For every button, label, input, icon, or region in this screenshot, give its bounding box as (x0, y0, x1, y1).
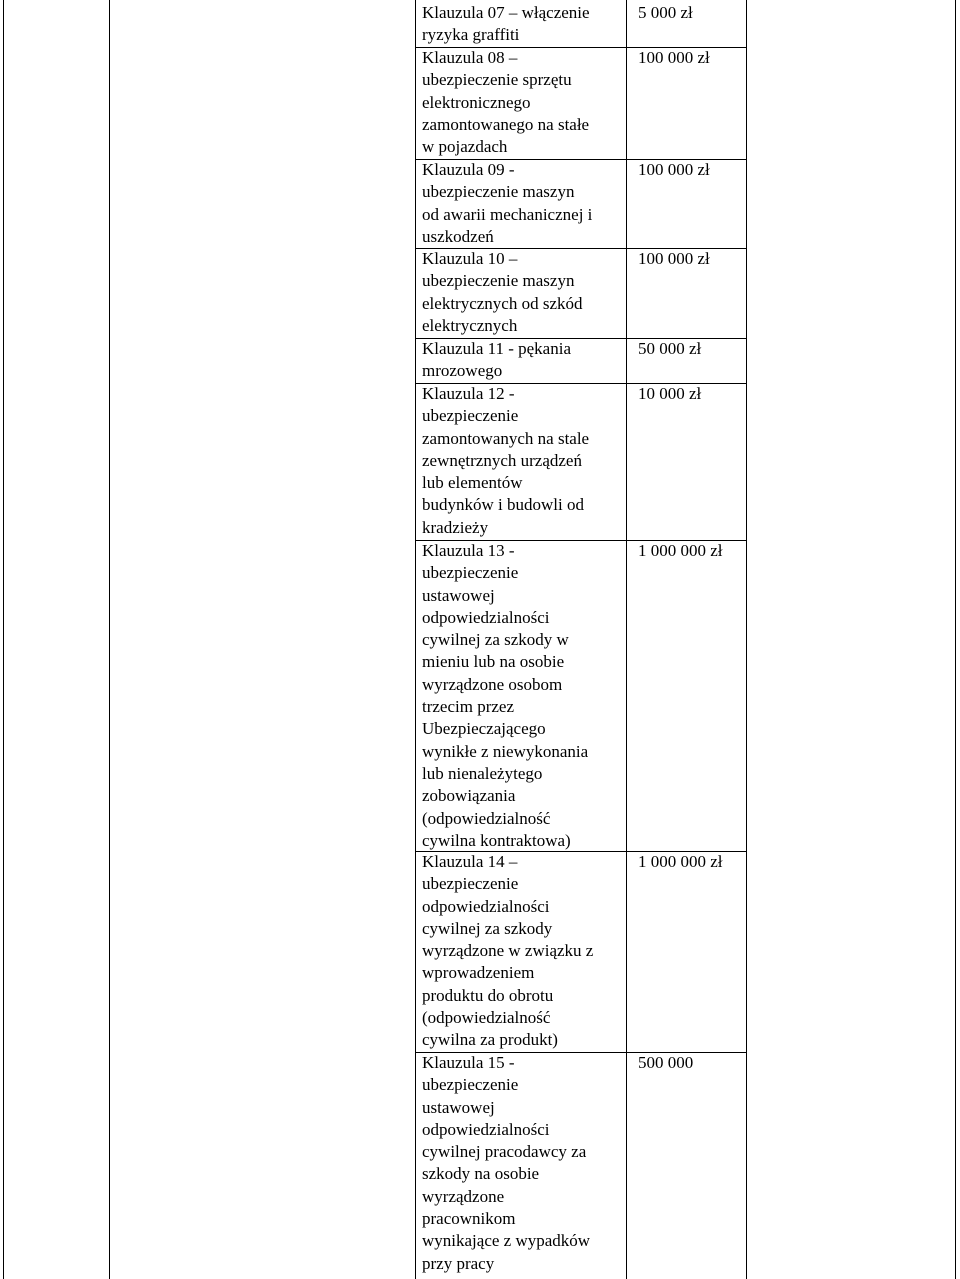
clause-07-limit: 5 000 zł (638, 3, 693, 22)
column-divider-2 (415, 0, 416, 1279)
clause-08-description: Klauzula 08 – ubezpieczenie sprzętu elektronicznego zamontowanego na stałe w pojazdach (422, 48, 590, 157)
clause-15-description: Klauzula 15 - ubezpieczenie ustawowej odpowiedzialności cywilnej pracodawcy za szkody na osobie wyrządzone pracownikom wynikające z wypadków przy pracy (422, 1053, 591, 1273)
clause-09-description: Klauzula 09 - ubezpieczenie maszyn od awarii mechanicznej i uszkodzeń (422, 160, 593, 246)
clause-11-description: Klauzula 11 - pękania mrozowego (422, 339, 571, 381)
clause-14-limit: 1 000 000 zł (638, 852, 723, 871)
column-divider-4 (746, 0, 747, 1279)
clause-07-description: Klauzula 07 – włączenie ryzyka graffiti (422, 3, 590, 45)
clause-08-limit: 100 000 zł (638, 48, 710, 67)
clause-15-limit: 500 000 (638, 1053, 694, 1072)
clause-10-description: Klauzula 10 – ubezpieczenie maszyn elektrycznych od szkód elektrycznych (422, 249, 583, 335)
column-divider-1 (109, 0, 110, 1279)
clause-12-description: Klauzula 12 - ubezpieczenie zamontowanych na stale zewnętrznych urządzeń lub elementów budynków i budowli od kradzieży (422, 384, 590, 537)
clause-13-description: Klauzula 13 - ubezpieczenie ustawowej odpowiedzialności cywilnej za szkody w mieniu lub na osobie wyrządzone osobom trzecim przez Ubezpieczającego wynikłe z niewykonania lub nienależytego zobowiązania (odpowiedzialność cywilna kontraktowa) (422, 541, 589, 850)
clause-11-limit: 50 000 zł (638, 339, 702, 358)
clause-09-limit: 100 000 zł (638, 160, 710, 179)
clause-12-limit: 10 000 zł (638, 384, 702, 403)
clause-13-limit: 1 000 000 zł (638, 541, 723, 560)
clause-10-limit: 100 000 zł (638, 249, 710, 268)
column-divider-3 (626, 0, 627, 1279)
table-border-right (955, 0, 956, 1279)
clause-14-description: Klauzula 14 – ubezpieczenie odpowiedzialności cywilnej za szkody wyrządzone w związku z wprowadzeniem produktu do obrotu (odpowiedzialność cywilna za produkt) (422, 852, 594, 1050)
table-border-left (3, 0, 4, 1279)
